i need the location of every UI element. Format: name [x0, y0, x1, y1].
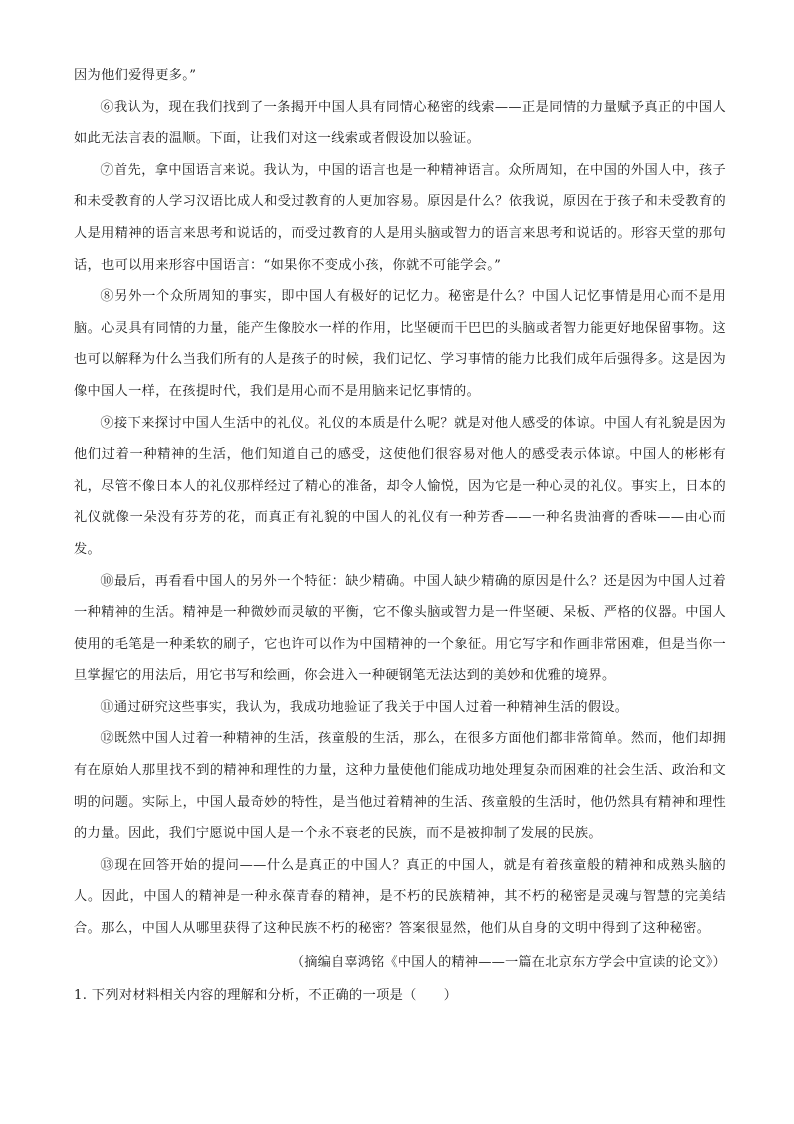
paragraph-continuation: 因为他们爱得更多。” [74, 68, 197, 83]
paragraph-12: ⑫既然中国人过着一种精神的生活，孩童般的生活，那么，在很多方面他们都非常简单。然而，他们却拥有在原始人那里找不到的精神和理性的力量，这种力量使他们能成功地处理复杂而困难的社会生活、政治和文明的问题。实际上，中国人最奇妙的特性，是当他过着精神的生活、孩童般的生活时，他仍然具有精神和理性的力量。因此，我们宁愿说中国人是一个永不衰老的民族，而不是被抑制了发展的民族。 [74, 731, 726, 842]
paragraph-11: ⑪通过研究这些事实，我认为，我成功地验证了我关于中国人过着一种精神生活的假设。 [100, 699, 629, 715]
question-1: 1. 下列对材料相关内容的理解和分析，不正确的一项是（ ） [74, 988, 458, 1004]
paragraph-10: ⑩最后，再看看中国人的另外一个特征：缺少精确。中国人缺少精确的原因是什么？还是因为中国人过着一种精神的生活。精神是一种微妙而灵敏的平衡，它不像头脑或智力是一件坚硬、呆板、严格的仪器。中国人使用的毛笔是一种柔软的刷子，它也许可以作为中国精神的一个象征。用它写字和作画非常困难，但是当你一旦掌握它的用法后，用它书写和绘画，你会进入一种硬钢笔无法达到的美妙和优雅的境界。 [74, 573, 726, 684]
article-body [74, 60, 726, 1012]
source-citation: （摘编自辜鸿铭《中国人的精神——一篇在北京东方学会中宣读的论文》） [290, 954, 726, 970]
paragraph-9: ⑨接下来探讨中国人生活中的礼仪。礼仪的本质是什么呢？就是对他人感受的体谅。中国人有礼貌是因为他们过着一种精神的生活，他们知道自己的感受，这使他们很容易对他人的感受表示体谅。中国人的彬彬有礼，尽管不像日本人的礼仪那样经过了精心的准备，却令人愉悦，因为它是一种心灵的礼仪。事实上，日本的礼仪就像一朵没有芬芳的花，而真正有礼貌的中国人的礼仪有一种芳香——一种名贵油膏的香味——由心而发。 [74, 415, 726, 557]
paragraph-6: ⑥我认为，现在我们找到了一条揭开中国人具有同情心秘密的线索——正是同情的力量赋予真正的中国人如此无法言表的温顺。下面，让我们对这一线索或者假设加以验证。 [74, 99, 726, 147]
paragraph-8: ⑧另外一个众所周知的事实，即中国人有极好的记忆力。秘密是什么？中国人记忆事情是用心而不是用脑。心灵具有同情的力量，能产生像胶水一样的作用，比坚硬而干巴巴的头脑或者智力能更好地保留事物。这也可以解释为什么当我们所有的人是孩子的时候，我们记忆、学习事情的能力比我们成年后强得多。这是因为像中国人一样，在孩提时代，我们是用心而不是用脑来记忆事情的。 [74, 289, 726, 399]
paragraph-13: ⑬现在回答开始的提问——什么是真正的中国人？真正的中国人，就是有着孩童般的精神和成熟头脑的人。因此，中国人的精神是一种永葆青春的精神，是不朽的民族精神，其不朽的秘密是灵魂与智慧的完美结合。那么，中国人从哪里获得了这种民族不朽的秘密？答案很显然，他们从自身的文明中得到了这种秘密。 [74, 857, 726, 937]
paragraph-7: ⑦首先，拿中国语言来说。我认为，中国的语言也是一种精神语言。众所周知，在中国的外国人中，孩子和未受教育的人学习汉语比成人和受过教育的人更加容易。原因是什么？依我说，原因在于孩子和未受教育的人是用精神的语言来思考和说话的，而受过教育的人是用头脑或智力的语言来思考和说话的。形容天堂的那句话，也可以用来形容中国语言：“如果你不变成小孩，你就不可能学会。” [74, 162, 726, 273]
